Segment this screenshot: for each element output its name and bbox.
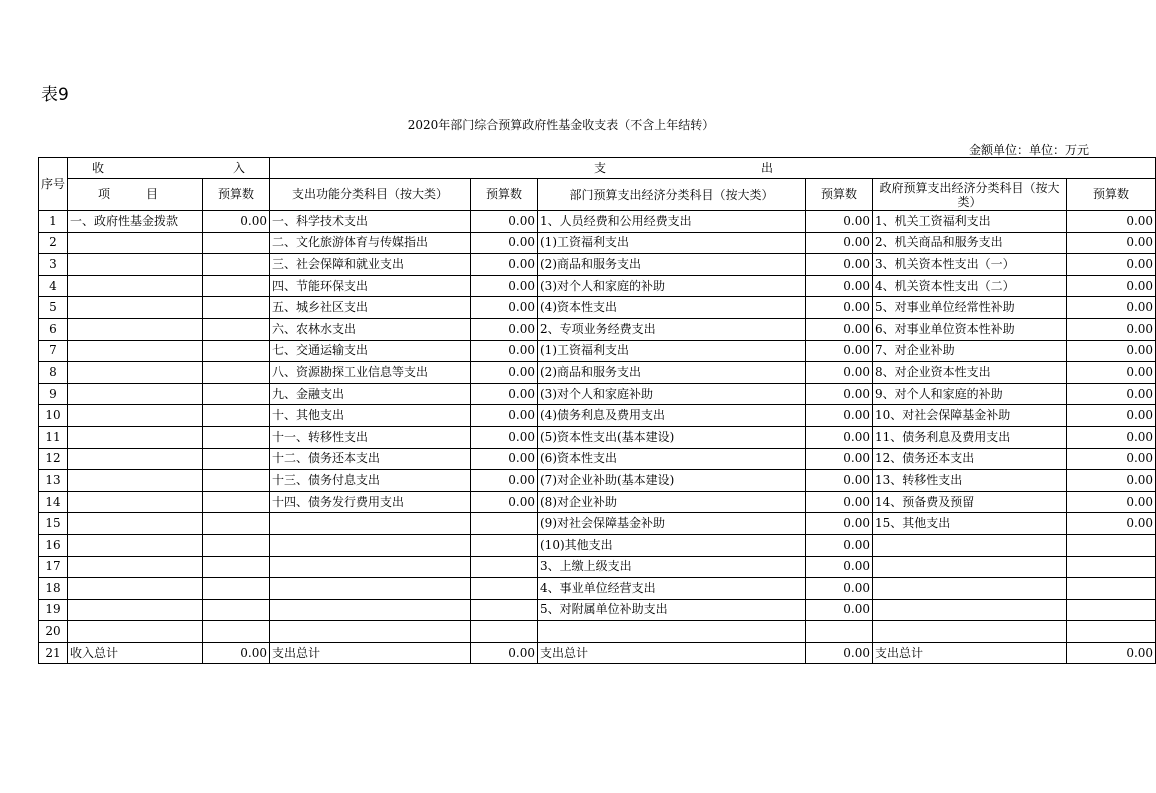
- dept-item-cell: (4)债务利息及费用支出: [538, 405, 806, 427]
- func-item-cell: 一、科学技术支出: [270, 211, 471, 233]
- income-item-cell: [68, 426, 203, 448]
- func-amount-cell: [471, 621, 538, 643]
- table-row: [39, 362, 1156, 384]
- dept-econ-class-header: 部门预算支出经济分类科目（按大类）: [538, 179, 806, 211]
- table-row: [39, 254, 1156, 276]
- gov-item-cell: 12、债务还本支出: [873, 448, 1067, 470]
- gov-amount-cell: 0.00: [1067, 340, 1156, 362]
- gov-econ-class-header: 政府预算支出经济分类科目（按大类）: [873, 179, 1067, 211]
- income-amount-cell: [203, 513, 270, 535]
- func-amount-cell: 0.00: [471, 211, 538, 233]
- func-amount-cell: 0.00: [471, 383, 538, 405]
- dept-amount-cell: 0.00: [806, 211, 873, 233]
- func-item-cell: 四、节能环保支出: [270, 275, 471, 297]
- dept-item-cell: (1)工资福利支出: [538, 232, 806, 254]
- row-seq-cell: 16: [39, 534, 68, 556]
- gov-amount-cell: 0.00: [1067, 232, 1156, 254]
- dept-amount-cell: 0.00: [806, 318, 873, 340]
- dept-amount-cell: 0.00: [806, 513, 873, 535]
- dept-amount-cell: 0.00: [806, 599, 873, 621]
- table-row: [39, 232, 1156, 254]
- func-item-cell: 七、交通运输支出: [270, 340, 471, 362]
- dept-amount-cell: 0.00: [806, 534, 873, 556]
- income-amount-cell: 0.00: [203, 211, 270, 233]
- income-amount-cell: [203, 405, 270, 427]
- table-row: [39, 513, 1156, 535]
- dept-amount-cell: 0.00: [806, 340, 873, 362]
- table-body: [39, 211, 1156, 664]
- gov-item-cell: 9、对个人和家庭的补助: [873, 383, 1067, 405]
- gov-amount-cell: 0.00: [1067, 297, 1156, 319]
- table-row: [39, 621, 1156, 643]
- table-number: 表9: [41, 85, 69, 105]
- dept-amount-cell: 0.00: [806, 297, 873, 319]
- income-item-cell: [68, 254, 203, 276]
- table-row: [39, 318, 1156, 340]
- gov-amount-cell: [1067, 534, 1156, 556]
- expense-char-2: 出: [761, 160, 774, 175]
- table-row: [39, 340, 1156, 362]
- func-item-cell: [270, 578, 471, 600]
- func-amount-cell: 0.00: [471, 491, 538, 513]
- table-row: [39, 599, 1156, 621]
- row-seq-cell: 11: [39, 426, 68, 448]
- gov-amount-cell: 0.00: [1067, 254, 1156, 276]
- gov-amount-cell: 0.00: [1067, 491, 1156, 513]
- dept-item-cell: 2、专项业务经费支出: [538, 318, 806, 340]
- func-amount-cell: 0.00: [471, 232, 538, 254]
- income-item-cell: [68, 599, 203, 621]
- row-seq-cell: 5: [39, 297, 68, 319]
- gov-amount-cell: 0.00: [1067, 448, 1156, 470]
- gov-item-cell: [873, 599, 1067, 621]
- gov-item-cell: [873, 621, 1067, 643]
- dept-amount-cell: 0.00: [806, 556, 873, 578]
- income-amount-cell: 0.00: [203, 642, 270, 664]
- gov-item-cell: [873, 578, 1067, 600]
- row-seq-cell: 19: [39, 599, 68, 621]
- income-amount-cell: [203, 340, 270, 362]
- dept-item-cell: 支出总计: [538, 642, 806, 664]
- gov-item-cell: 8、对企业资本性支出: [873, 362, 1067, 384]
- dept-item-cell: (5)资本性支出(基本建设): [538, 426, 806, 448]
- gov-budget-header: 预算数: [1067, 179, 1156, 211]
- func-amount-cell: 0.00: [471, 448, 538, 470]
- income-char-1: 收: [92, 160, 105, 175]
- income-item-cell: 收入总计: [68, 642, 203, 664]
- row-seq-cell: 8: [39, 362, 68, 384]
- func-item-cell: 九、金融支出: [270, 383, 471, 405]
- income-amount-cell: [203, 275, 270, 297]
- income-amount-cell: [203, 383, 270, 405]
- unit-label: 金额单位：单位：万元: [968, 143, 1089, 157]
- income-amount-cell: [203, 578, 270, 600]
- dept-amount-cell: 0.00: [806, 232, 873, 254]
- income-amount-cell: [203, 599, 270, 621]
- func-budget-header: 预算数: [471, 179, 538, 211]
- income-item-cell: 一、政府性基金拨款: [68, 211, 203, 233]
- income-item-cell: [68, 556, 203, 578]
- dept-amount-cell: 0.00: [806, 642, 873, 664]
- gov-item-cell: 7、对企业补助: [873, 340, 1067, 362]
- func-amount-cell: 0.00: [471, 426, 538, 448]
- income-item-cell: [68, 513, 203, 535]
- row-seq-cell: 10: [39, 405, 68, 427]
- row-seq-cell: 4: [39, 275, 68, 297]
- dept-item-cell: 4、事业单位经营支出: [538, 578, 806, 600]
- func-class-header: 支出功能分类科目（按大类）: [270, 179, 471, 211]
- func-item-cell: 十一、转移性支出: [270, 426, 471, 448]
- row-seq-cell: 15: [39, 513, 68, 535]
- income-item-cell: [68, 362, 203, 384]
- income-item-cell: [68, 491, 203, 513]
- table-row: [39, 405, 1156, 427]
- row-seq-cell: 1: [39, 211, 68, 233]
- func-item-cell: 三、社会保障和就业支出: [270, 254, 471, 276]
- gov-amount-cell: 0.00: [1067, 211, 1156, 233]
- income-budget-header: 预算数: [203, 179, 270, 211]
- gov-item-cell: 4、机关资本性支出（二）: [873, 275, 1067, 297]
- dept-amount-cell: 0.00: [806, 448, 873, 470]
- income-item-cell: [68, 448, 203, 470]
- func-amount-cell: 0.00: [471, 362, 538, 384]
- income-amount-cell: [203, 448, 270, 470]
- row-seq-cell: 18: [39, 578, 68, 600]
- dept-item-cell: (7)对企业补助(基本建设): [538, 470, 806, 492]
- func-item-cell: 十、其他支出: [270, 405, 471, 427]
- dept-item-cell: (9)对社会保障基金补助: [538, 513, 806, 535]
- gov-item-cell: 13、转移性支出: [873, 470, 1067, 492]
- table-row: [39, 275, 1156, 297]
- func-amount-cell: [471, 578, 538, 600]
- func-amount-cell: 0.00: [471, 642, 538, 664]
- table-row: [39, 470, 1156, 492]
- dept-item-cell: 1、人员经费和公用经费支出: [538, 211, 806, 233]
- income-item-cell: [68, 232, 203, 254]
- dept-item-cell: [538, 621, 806, 643]
- income-item-cell: [68, 621, 203, 643]
- row-seq-cell: 6: [39, 318, 68, 340]
- row-seq-cell: 9: [39, 383, 68, 405]
- dept-budget-header: 预算数: [806, 179, 873, 211]
- income-item-cell: [68, 470, 203, 492]
- func-amount-cell: [471, 513, 538, 535]
- row-seq-cell: 7: [39, 340, 68, 362]
- income-amount-cell: [203, 318, 270, 340]
- gov-item-cell: 1、机关工资福利支出: [873, 211, 1067, 233]
- func-item-cell: 五、城乡社区支出: [270, 297, 471, 319]
- dept-amount-cell: 0.00: [806, 362, 873, 384]
- table-row: [39, 642, 1156, 664]
- item-header: [68, 179, 203, 211]
- func-amount-cell: 0.00: [471, 254, 538, 276]
- gov-amount-cell: 0.00: [1067, 362, 1156, 384]
- item-char-2: 目: [145, 187, 158, 201]
- dept-item-cell: (1)工资福利支出: [538, 340, 806, 362]
- dept-item-cell: 3、上缴上级支出: [538, 556, 806, 578]
- dept-amount-cell: 0.00: [806, 405, 873, 427]
- gov-amount-cell: 0.00: [1067, 426, 1156, 448]
- dept-amount-cell: 0.00: [806, 254, 873, 276]
- dept-item-cell: (3)对个人和家庭补助: [538, 383, 806, 405]
- income-amount-cell: [203, 426, 270, 448]
- gov-item-cell: 2、机关商品和服务支出: [873, 232, 1067, 254]
- func-item-cell: [270, 599, 471, 621]
- income-amount-cell: [203, 491, 270, 513]
- gov-item-cell: [873, 556, 1067, 578]
- income-amount-cell: [203, 621, 270, 643]
- dept-item-cell: (6)资本性支出: [538, 448, 806, 470]
- row-seq-cell: 3: [39, 254, 68, 276]
- gov-amount-cell: 0.00: [1067, 318, 1156, 340]
- table-row: [39, 491, 1156, 513]
- table-row: [39, 383, 1156, 405]
- gov-amount-cell: [1067, 578, 1156, 600]
- gov-amount-cell: 0.00: [1067, 470, 1156, 492]
- dept-item-cell: (8)对企业补助: [538, 491, 806, 513]
- dept-item-cell: (4)资本性支出: [538, 297, 806, 319]
- row-seq-cell: 12: [39, 448, 68, 470]
- func-amount-cell: [471, 534, 538, 556]
- row-seq-cell: 2: [39, 232, 68, 254]
- income-item-cell: [68, 318, 203, 340]
- table-row: [39, 556, 1156, 578]
- func-item-cell: [270, 513, 471, 535]
- table-header: [39, 158, 1156, 211]
- dept-amount-cell: 0.00: [806, 426, 873, 448]
- func-amount-cell: 0.00: [471, 275, 538, 297]
- row-seq-cell: 14: [39, 491, 68, 513]
- income-item-cell: [68, 383, 203, 405]
- func-item-cell: 八、资源勘探工业信息等支出: [270, 362, 471, 384]
- dept-item-cell: 5、对附属单位补助支出: [538, 599, 806, 621]
- seq-header: 序号: [39, 158, 68, 211]
- income-amount-cell: [203, 470, 270, 492]
- gov-amount-cell: [1067, 556, 1156, 578]
- item-char-1: 项: [98, 187, 111, 201]
- gov-amount-cell: [1067, 621, 1156, 643]
- dept-amount-cell: 0.00: [806, 491, 873, 513]
- func-item-cell: 六、农林水支出: [270, 318, 471, 340]
- income-amount-cell: [203, 232, 270, 254]
- func-item-cell: [270, 534, 471, 556]
- expense-char-1: 支: [594, 160, 607, 175]
- gov-amount-cell: 0.00: [1067, 383, 1156, 405]
- func-item-cell: 十四、债务发行费用支出: [270, 491, 471, 513]
- gov-item-cell: 3、机关资本性支出（一）: [873, 254, 1067, 276]
- table-row: [39, 448, 1156, 470]
- func-amount-cell: 0.00: [471, 297, 538, 319]
- gov-item-cell: 5、对事业单位经常性补助: [873, 297, 1067, 319]
- gov-amount-cell: 0.00: [1067, 405, 1156, 427]
- func-amount-cell: [471, 599, 538, 621]
- dept-amount-cell: [806, 621, 873, 643]
- gov-item-cell: 10、对社会保障基金补助: [873, 405, 1067, 427]
- gov-amount-cell: [1067, 599, 1156, 621]
- dept-amount-cell: 0.00: [806, 470, 873, 492]
- table-row: [39, 426, 1156, 448]
- gov-item-cell: 15、其他支出: [873, 513, 1067, 535]
- gov-amount-cell: 0.00: [1067, 275, 1156, 297]
- func-item-cell: [270, 556, 471, 578]
- gov-amount-cell: 0.00: [1067, 642, 1156, 664]
- income-item-cell: [68, 340, 203, 362]
- row-seq-cell: 20: [39, 621, 68, 643]
- income-item-cell: [68, 534, 203, 556]
- dept-item-cell: (2)商品和服务支出: [538, 254, 806, 276]
- gov-item-cell: 支出总计: [873, 642, 1067, 664]
- row-seq-cell: 21: [39, 642, 68, 664]
- income-amount-cell: [203, 534, 270, 556]
- dept-amount-cell: 0.00: [806, 578, 873, 600]
- page-title: 2020年部门综合预算政府性基金收支表（不含上年结转）: [407, 118, 715, 132]
- income-item-cell: [68, 297, 203, 319]
- dept-item-cell: (3)对个人和家庭的补助: [538, 275, 806, 297]
- expense-group-header: [270, 158, 1156, 179]
- income-group-header: [68, 158, 270, 179]
- func-amount-cell: [471, 556, 538, 578]
- row-seq-cell: 17: [39, 556, 68, 578]
- income-item-cell: [68, 275, 203, 297]
- dept-amount-cell: 0.00: [806, 383, 873, 405]
- gov-amount-cell: 0.00: [1067, 513, 1156, 535]
- func-amount-cell: 0.00: [471, 318, 538, 340]
- dept-amount-cell: 0.00: [806, 275, 873, 297]
- gov-item-cell: 14、预备费及预留: [873, 491, 1067, 513]
- income-char-2: 入: [232, 160, 245, 175]
- income-item-cell: [68, 578, 203, 600]
- func-amount-cell: 0.00: [471, 405, 538, 427]
- row-seq-cell: 13: [39, 470, 68, 492]
- func-amount-cell: 0.00: [471, 470, 538, 492]
- income-amount-cell: [203, 254, 270, 276]
- dept-item-cell: (2)商品和服务支出: [538, 362, 806, 384]
- func-item-cell: 支出总计: [270, 642, 471, 664]
- table-row: [39, 211, 1156, 233]
- table-row: [39, 534, 1156, 556]
- budget-table: [38, 157, 1156, 664]
- gov-item-cell: 6、对事业单位资本性补助: [873, 318, 1067, 340]
- income-amount-cell: [203, 297, 270, 319]
- func-item-cell: 二、文化旅游体育与传媒指出: [270, 232, 471, 254]
- gov-item-cell: 11、债务利息及费用支出: [873, 426, 1067, 448]
- table-row: [39, 297, 1156, 319]
- gov-item-cell: [873, 534, 1067, 556]
- income-amount-cell: [203, 556, 270, 578]
- table-row: [39, 578, 1156, 600]
- dept-item-cell: (10)其他支出: [538, 534, 806, 556]
- income-item-cell: [68, 405, 203, 427]
- income-amount-cell: [203, 362, 270, 384]
- func-amount-cell: 0.00: [471, 340, 538, 362]
- func-item-cell: 十二、债务还本支出: [270, 448, 471, 470]
- func-item-cell: [270, 621, 471, 643]
- func-item-cell: 十三、债务付息支出: [270, 470, 471, 492]
